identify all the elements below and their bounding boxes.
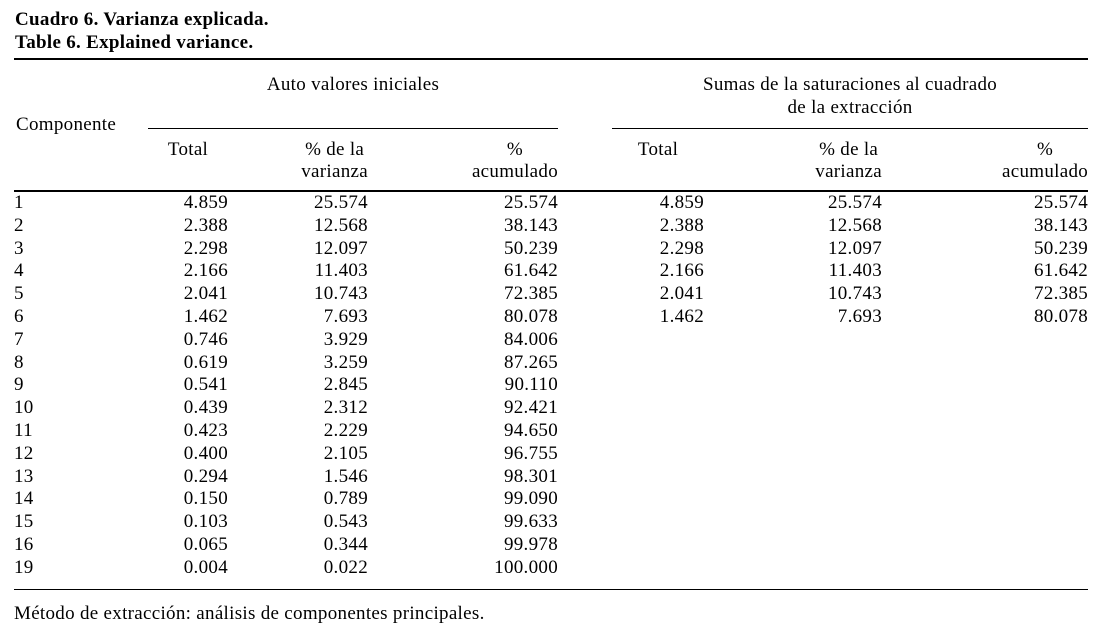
value-cell [882, 443, 1088, 466]
group-gap [558, 306, 612, 329]
value-cell: 25.574 [1033, 192, 1089, 213]
value-cell: 0.150 [183, 488, 228, 510]
table-row [14, 215, 1088, 238]
value-cell: 25.574 [827, 192, 883, 213]
value-cell [612, 488, 704, 511]
table-title-english: Table 6. Explained variance. [15, 32, 254, 53]
pct-variance-line1: % de la [305, 138, 365, 160]
group-gap [558, 128, 612, 191]
value-cell: 38.143 [503, 214, 559, 236]
value-cell: 72.385 [1033, 283, 1089, 305]
value-cell: 12.097 [827, 237, 883, 259]
component-cell: 9 [14, 374, 24, 396]
value-cell [882, 397, 1088, 420]
value-cell: 11.403 [828, 260, 883, 282]
group-gap [558, 488, 612, 511]
value-cell: 0.294 [183, 465, 228, 487]
value-cell [612, 329, 704, 352]
group-header-extraction-sums [612, 59, 1088, 128]
value-cell: 10.743 [313, 283, 368, 305]
group-gap [558, 238, 612, 261]
pct-variance-line2: varianza [301, 160, 368, 182]
sub-header-row [14, 128, 1088, 191]
value-cell: 72.385 [503, 283, 559, 305]
value-cell: 0.543 [323, 511, 368, 533]
value-cell [704, 397, 882, 420]
group-gap [558, 534, 612, 557]
value-cell: 50.239 [1033, 237, 1089, 259]
value-cell: 92.421 [503, 397, 559, 419]
value-cell: 2.388 [659, 214, 705, 236]
value-cell: 0.541 [183, 374, 228, 396]
group-gap [558, 466, 612, 489]
value-cell: 2.229 [323, 419, 368, 441]
table-row [14, 443, 1088, 466]
value-cell: 2.041 [659, 283, 705, 305]
table-footnote: Método de extracción: análisis de componentes principales. [14, 602, 485, 624]
component-cell: 11 [14, 419, 33, 441]
value-cell: 0.103 [183, 511, 228, 533]
group-gap [558, 443, 612, 466]
value-cell: 7.693 [323, 305, 368, 327]
value-cell: 50.239 [503, 237, 559, 259]
value-cell [882, 488, 1088, 511]
value-cell [612, 397, 704, 420]
value-cell: 80.078 [1033, 305, 1089, 327]
value-cell: 3.929 [323, 328, 368, 350]
value-cell: 0.423 [183, 419, 228, 441]
value-cell: 80.078 [503, 305, 559, 327]
table-row [14, 420, 1088, 443]
component-cell: 19 [14, 556, 34, 578]
component-cell: 7 [14, 328, 24, 350]
component-cell: 8 [14, 351, 24, 373]
table-row [14, 191, 1088, 215]
group-gap [558, 260, 612, 283]
component-cell: 4 [14, 260, 24, 282]
value-cell [612, 557, 704, 580]
value-cell: 1.462 [183, 305, 228, 327]
component-cell: 14 [14, 488, 34, 510]
bottom-rule-spacer-row [14, 580, 1088, 590]
value-cell [612, 511, 704, 534]
table-row [14, 329, 1088, 352]
value-cell [704, 466, 882, 489]
column-header-pct-variance-extraction [704, 128, 882, 191]
value-cell: 0.439 [183, 397, 228, 419]
value-cell: 10.743 [827, 283, 883, 305]
column-header-pct-cumulative-extraction [882, 128, 1088, 191]
value-cell [704, 534, 882, 557]
value-cell [704, 420, 882, 443]
value-cell: 0.022 [323, 556, 368, 578]
component-cell: 6 [14, 305, 24, 327]
value-cell: 2.298 [183, 237, 228, 259]
column-header-componente: Componente [14, 59, 148, 191]
value-cell [882, 420, 1088, 443]
value-cell: 90.110 [504, 374, 559, 396]
bottom-rule [14, 580, 1088, 590]
group-gap [558, 374, 612, 397]
value-cell [704, 329, 882, 352]
component-cell: 2 [14, 214, 24, 236]
value-cell: 0.400 [183, 442, 228, 464]
group-gap [558, 511, 612, 534]
value-cell: 100.000 [494, 556, 559, 578]
value-cell [882, 534, 1088, 557]
value-cell: 3.259 [323, 351, 368, 373]
group-header-extraction-sums-line1: Sumas de la saturaciones al cuadrado [702, 74, 998, 95]
value-cell: 2.312 [323, 397, 368, 419]
table-row [14, 397, 1088, 420]
value-cell: 0.004 [183, 556, 228, 578]
group-header-initial-eigenvalues-label: Auto valores iniciales [266, 74, 440, 95]
value-cell: 0.344 [323, 533, 368, 555]
pct-variance-line2: varianza [815, 160, 883, 182]
group-gap [558, 59, 612, 128]
group-gap [558, 283, 612, 306]
pct-cumulative-line2: acumulado [1001, 160, 1089, 182]
value-cell: 2.845 [323, 374, 368, 396]
explained-variance-table [14, 58, 1088, 590]
value-cell: 1.462 [659, 305, 705, 327]
component-cell: 13 [14, 465, 34, 487]
component-cell: 3 [14, 237, 24, 259]
group-header-initial-eigenvalues [148, 59, 558, 128]
value-cell [704, 488, 882, 511]
value-cell: 0.619 [183, 351, 228, 373]
group-gap [558, 329, 612, 352]
value-cell: 11.403 [314, 260, 368, 282]
value-cell: 4.859 [659, 192, 705, 213]
value-cell: 98.301 [503, 465, 559, 487]
value-cell [704, 443, 882, 466]
value-cell: 2.105 [323, 442, 368, 464]
value-cell: 25.574 [503, 192, 559, 213]
value-cell: 38.143 [1033, 214, 1089, 236]
column-header-total-initial: Total [148, 128, 228, 191]
group-gap [558, 557, 612, 580]
column-header-pct-cumulative-initial [368, 128, 558, 191]
value-cell [704, 352, 882, 375]
value-cell: 4.859 [183, 192, 228, 213]
group-gap [558, 191, 612, 215]
column-header-total-extraction: Total [612, 128, 704, 191]
component-cell: 5 [14, 283, 24, 305]
pct-cumulative-line1: % [506, 138, 524, 160]
value-cell: 99.633 [503, 511, 559, 533]
table-row [14, 238, 1088, 261]
value-cell [882, 374, 1088, 397]
table-row [14, 534, 1088, 557]
table-row [14, 511, 1088, 534]
value-cell: 61.642 [1033, 260, 1089, 282]
group-gap [558, 420, 612, 443]
table-row [14, 306, 1088, 329]
value-cell: 99.090 [503, 488, 559, 510]
component-cell: 10 [14, 397, 34, 419]
table-row [14, 488, 1088, 511]
table-row [14, 557, 1088, 580]
pct-cumulative-line2: acumulado [471, 160, 559, 182]
group-header-extraction-sums-line2: de la extracción [787, 97, 913, 118]
value-cell: 94.650 [503, 419, 559, 441]
table-row [14, 352, 1088, 375]
value-cell [882, 329, 1088, 352]
pct-variance-line1: % de la [819, 138, 879, 160]
value-cell [612, 466, 704, 489]
table-caption [0, 0, 1098, 54]
value-cell: 1.546 [323, 465, 368, 487]
column-header-pct-variance-initial [228, 128, 368, 191]
value-cell: 0.065 [183, 533, 228, 555]
pct-cumulative-line1: % [1036, 138, 1054, 160]
value-cell: 2.166 [659, 260, 705, 282]
table-row [14, 466, 1088, 489]
value-cell [612, 443, 704, 466]
component-cell: 1 [14, 192, 24, 213]
value-cell [882, 511, 1088, 534]
value-cell [612, 534, 704, 557]
component-cell: 16 [14, 533, 34, 555]
value-cell [882, 466, 1088, 489]
value-cell [704, 557, 882, 580]
group-gap [558, 352, 612, 375]
value-cell: 2.041 [183, 283, 228, 305]
value-cell: 87.265 [503, 351, 559, 373]
value-cell [704, 374, 882, 397]
value-cell [612, 420, 704, 443]
value-cell: 99.978 [503, 533, 559, 555]
value-cell [612, 374, 704, 397]
value-cell: 2.388 [183, 214, 228, 236]
table-row [14, 283, 1088, 306]
value-cell: 2.166 [183, 260, 228, 282]
table-row [14, 374, 1088, 397]
value-cell: 2.298 [659, 237, 705, 259]
value-cell: 0.746 [183, 328, 228, 350]
value-cell: 12.097 [313, 237, 368, 259]
value-cell [612, 352, 704, 375]
table-row [14, 260, 1088, 283]
value-cell [704, 511, 882, 534]
value-cell: 61.642 [503, 260, 559, 282]
value-cell [882, 557, 1088, 580]
value-cell: 7.693 [837, 305, 883, 327]
value-cell: 96.755 [503, 442, 559, 464]
value-cell: 25.574 [313, 192, 368, 213]
group-gap [558, 215, 612, 238]
component-cell: 15 [14, 511, 34, 533]
table-title-spanish: Cuadro 6. Varianza explicada. [15, 9, 269, 30]
component-cell: 12 [14, 442, 34, 464]
value-cell: 12.568 [313, 214, 368, 236]
value-cell: 0.789 [323, 488, 368, 510]
value-cell: 84.006 [503, 328, 559, 350]
group-header-row [14, 59, 1088, 128]
value-cell [882, 352, 1088, 375]
group-gap [558, 397, 612, 420]
value-cell: 12.568 [827, 214, 883, 236]
